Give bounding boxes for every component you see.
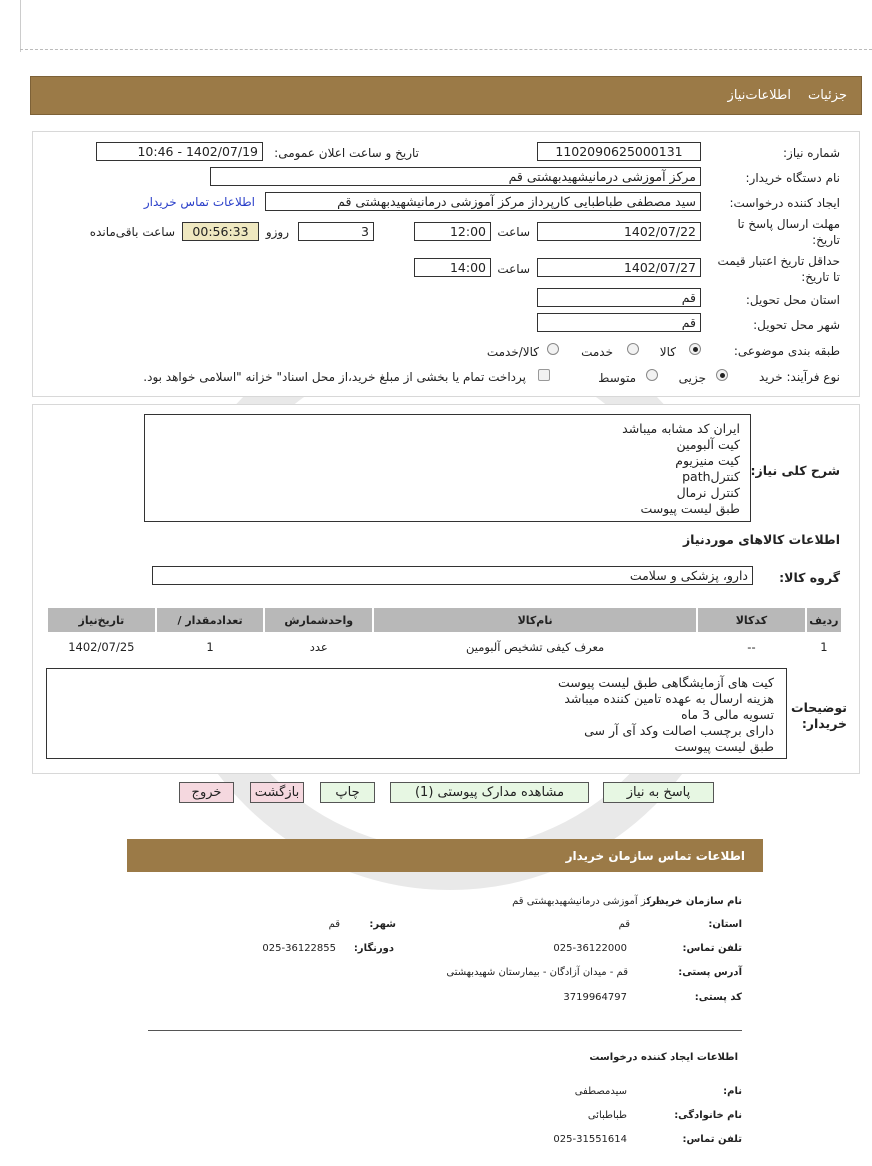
process-option-medium: متوسط [598,371,636,385]
description-line: طبق لیست پیوست [640,501,740,516]
column-header-name: نام‌کالا [374,608,696,632]
description-textarea [144,414,751,522]
deadline-time-label: ساعت [497,225,530,239]
contact-postal-label: کد پستی: [694,992,742,1003]
contact-org-value: مرکز آموزشی درمانیشهیدبهشتی قم [512,896,662,907]
process-option-minor: جزیی [678,371,706,385]
need-number-field: 1102090625000131 [537,142,701,161]
reply-button[interactable]: پاسخ به نیاز [603,782,714,803]
tab-details[interactable]: جزئیات [808,88,847,103]
description-line: کنترلpath [682,469,740,484]
province-field: قم [537,288,701,307]
contact-province-label: استان: [708,919,742,930]
goods-group-field: دارو، پزشکی و سلامت [152,566,753,585]
buyer-notes-line: دارای برچسب اصالت وکد آی آر سی [584,723,774,738]
cell-name: معرف کیفی تشخیص آلبومین [465,640,605,654]
deadline-label-2: تاریخ: [812,233,840,247]
buyer-notes-line: هزینه ارسال به عهده تامین کننده میباشد [564,691,774,706]
contact-org-label: نام سازمان خریدار: [646,896,742,907]
left-border-line [20,0,21,52]
category-radio-goods[interactable] [689,343,701,355]
category-option-goods: کالا [659,345,676,359]
category-radio-both[interactable] [547,343,559,355]
creator-phone-value: 025-31551614 [553,1134,627,1145]
contact-fax-value: 025-36122855 [262,943,336,954]
creator-label: ایجاد کننده درخواست: [729,196,840,210]
contact-postal-value: 3719964797 [563,992,627,1003]
deadline-label: مهلت ارسال پاسخ تا [737,217,840,231]
column-header-code: کدکالا [698,608,805,632]
creator-family-label: نام خانوادگی: [674,1110,742,1121]
buyer-contact-link[interactable]: اطلاعات تماس خریدار [143,195,255,209]
treasury-payment-note: پرداخت تمام یا بخشی از مبلغ خرید،از محل اسناد" خزانه "اسلامی خواهد بود. [143,370,526,384]
view-documents-button[interactable]: مشاهده مدارک پیوستی (1) [390,782,589,803]
contact-divider [148,1030,742,1031]
validity-label-2: تا تاریخ: [801,270,840,284]
need-number-label: شماره نیاز: [783,146,840,160]
contact-province-value: قم [618,919,630,930]
table-row [48,634,841,660]
tab-need-info[interactable]: اطلاعات‌نیاز [727,88,791,103]
description-line: کیت منیزیوم [675,453,740,468]
cell-unit: عدد [309,640,328,654]
cell-date: 1402/07/25 [68,640,135,654]
creator-family-value: طباطبائی [587,1110,627,1121]
process-radio-medium[interactable] [646,369,658,381]
contact-phone-label: تلفن تماس: [682,943,742,954]
column-header-unit: واحدشمارش [265,608,372,632]
contact-header-title: اطلاعات تماس سازمان خریدار [565,849,745,863]
buyer-notes-textarea [46,668,787,759]
validity-time-label: ساعت [497,262,530,276]
remaining-time-label: ساعت باقی‌مانده [89,225,175,239]
days-field: 3 [298,222,374,241]
buyer-notes-label-2: خریدار: [801,716,847,731]
contact-address-label: آدرس پستی: [678,967,742,978]
deadline-date-field: 1402/07/22 [537,222,701,241]
validity-time-field: 14:00 [414,258,491,277]
page-header-bar [30,76,862,115]
category-option-service: خدمت [581,345,613,359]
back-button[interactable]: بازگشت [250,782,304,803]
validity-label: حداقل تاریخ اعتبار قیمت [717,254,840,268]
cell-row-number: 1 [820,640,828,654]
goods-group-label: گروه کالا: [779,570,840,585]
validity-date-field: 1402/07/27 [537,258,701,277]
print-button[interactable]: چاپ [320,782,375,803]
goods-table [46,606,843,662]
announce-date-field: 1402/07/19 - 10:46 [96,142,263,161]
buyer-notes-line: طبق لیست پیوست [674,739,774,754]
table-header-row [48,608,841,632]
buyer-notes-line: تسویه مالی 3 ماه [681,707,774,722]
treasury-checkbox[interactable] [538,369,550,381]
buyer-notes-label: توضیحات [791,700,847,715]
buyer-org-field: مرکز آموزشی درمانیشهیدبهشتی قم [210,167,701,186]
column-header-quantity: تعدادمقدار / [157,608,264,632]
days-label: روزو [265,225,289,239]
province-label: استان محل تحویل: [745,293,840,307]
category-option-both: کالا/خدمت [486,345,539,359]
exit-button[interactable]: خروج [179,782,234,803]
creator-phone-label: تلفن تماس: [682,1134,742,1145]
process-label: نوع فرآیند: خرید [759,370,840,384]
column-header-row-number: ردیف [807,608,841,632]
deadline-time-field: 12:00 [414,222,491,241]
city-field: قم [537,313,701,332]
creator-info-title: اطلاعات ایجاد کننده درخواست [589,1052,738,1063]
contact-city-value: قم [328,919,340,930]
city-label: شهر محل تحویل: [753,318,840,332]
category-radio-service[interactable] [627,343,639,355]
column-header-date: تاریخ‌نیاز [48,608,155,632]
announce-date-label: تاریخ و ساعت اعلان عمومی: [274,146,419,160]
contact-phone-value: 025-36122000 [553,943,627,954]
description-line: کیت آلبومین [676,437,740,452]
description-line: کنترل نرمال [676,485,740,500]
description-line: ایران کد مشابه میباشد [622,421,740,436]
category-label: طبقه بندی موضوعی: [733,344,840,358]
creator-name-label: نام: [723,1086,742,1097]
top-divider [20,49,872,50]
contact-address-value: قم - میدان آزادگان - بیمارستان شهیدبهشتی [446,967,628,978]
remaining-time-counter: 00:56:33 [182,222,259,241]
process-radio-minor[interactable] [716,369,728,381]
creator-name-value: سیدمصطفی [574,1086,627,1097]
goods-section-title: اطلاعات کالاهای موردنیاز [682,532,840,547]
contact-fax-label: دورنگار: [353,943,394,954]
creator-field: سید مصطفی طباطبایی کارپرداز مرکز آموزشی درمانیشهیدبهشتی قم [265,192,701,211]
contact-header-bar [127,839,763,872]
description-label: شرح کلی نیاز: [750,463,840,478]
contact-city-label: شهر: [369,919,396,930]
buyer-notes-line: کیت های آزمایشگاهی طبق لیست پیوست [557,675,774,690]
cell-quantity: 1 [206,640,214,654]
buyer-org-label: نام دستگاه خریدار: [745,171,840,185]
cell-code: -- [747,640,756,654]
